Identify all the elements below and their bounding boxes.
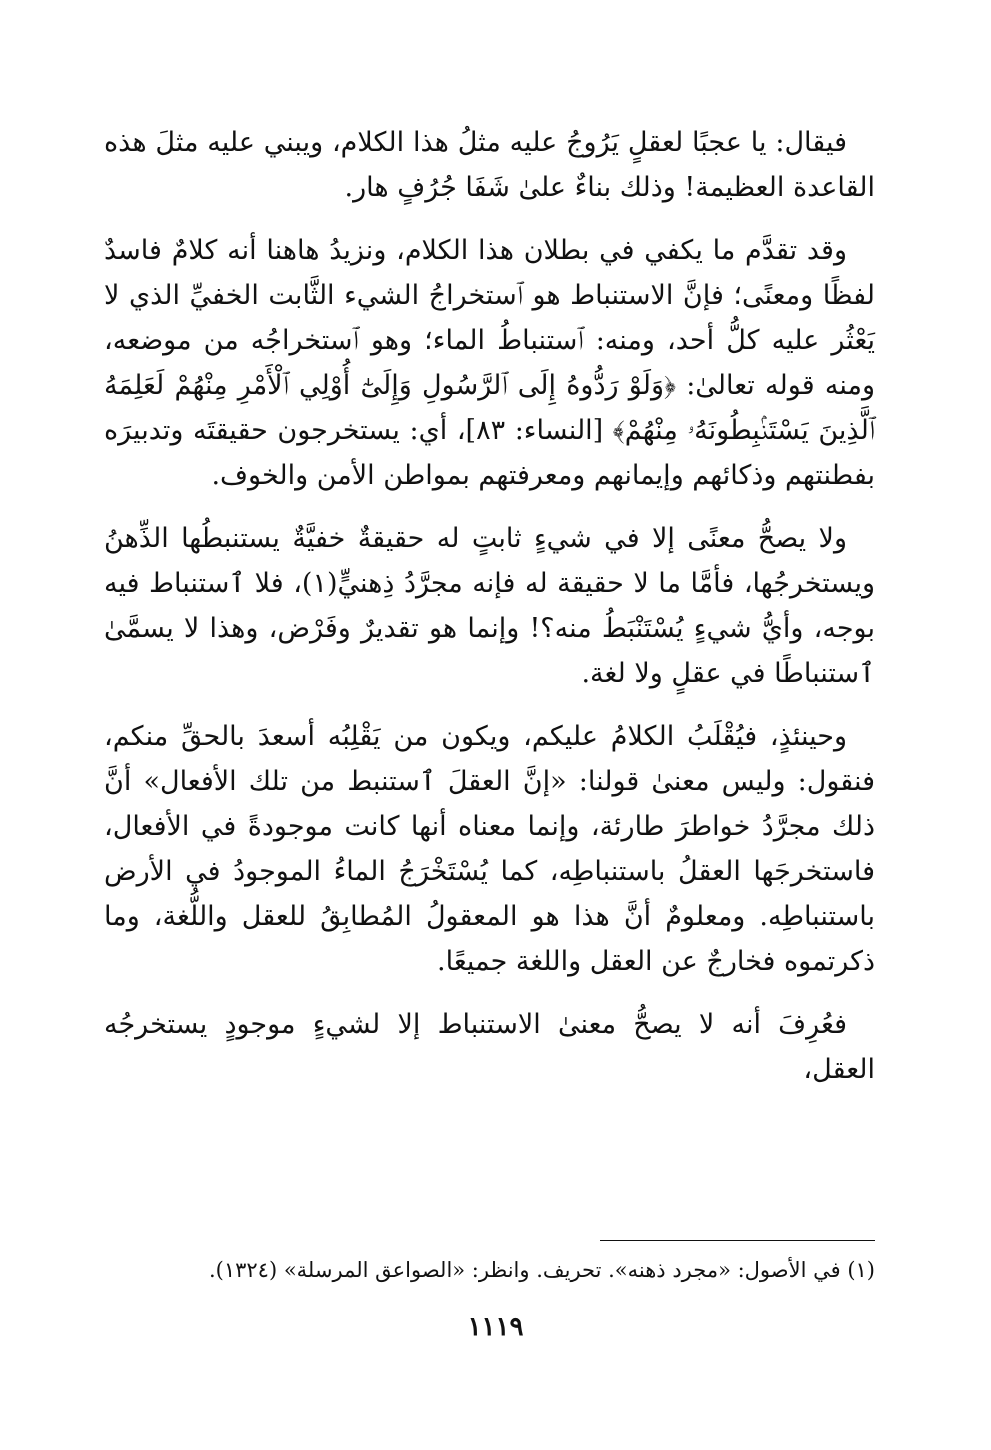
paragraph-5: فعُرِفَ أنه لا يصحُّ معنىٰ الاستنباط إلا لشيءٍ موجودٍ يستخرجُه العقل، bbox=[104, 1009, 875, 1085]
footnote: (١) في الأصول: «مجرد ذهنه». تحريف. وانظر: «الصواعق المرسلة» (١٣٢٤). bbox=[208, 1258, 875, 1282]
paragraph-2: وقد تقدَّم ما يكفي في بطلان هذا الكلام، ونزيدُ هاهنا أنه كلامٌ فاسدٌ لفظًا ومعنًى؛ فإنَّ الاستنباط هو ٱستخراجُ الشيء الثَّابت الخفيِّ الذي لا يَعْثُر عليه كلُّ أحد، ومنه: ٱستنباطُ الماء؛ وهو ٱستخراجُه من موضعه، ومنه قوله تعالىٰ: ﴿وَلَوْ رَدُّوهُ إِلَى ٱلرَّسُولِ وَإِلَىٰٓ أُوْلِي ٱلْأَمْرِ مِنْهُمْ لَعَلِمَهُ ٱلَّذِينَ يَسْتَنۢبِطُونَهُۥ مِنْهُمْ﴾ [النساء: ٨٣]، أي: يستخرجون حقيقتَه وتدبيرَه بفطنتهم وذكائهم وإيمانهم ومعرفتهم بمواطن الأمن والخوف. bbox=[104, 235, 875, 491]
footnote-divider bbox=[600, 1240, 875, 1241]
page-number: ١١١٩ bbox=[467, 1312, 524, 1342]
paragraph-4: وحينئذٍ، فيُقْلَبُ الكلامُ عليكم، ويكون من يَقْلِبُه أسعدَ بالحقِّ منكم، فنقول: وليس معنىٰ قولنا: «إنَّ العقلَ ٱستنبط من تلك الأفعال» أنَّ ذلك مجرَّدُ خواطرَ طارئة، وإنما معناه أنها كانت موجودةً في الأفعال، فاستخرجَها العقلُ باستنباطِه، كما يُسْتَخْرَجُ الماءُ الموجودُ في الأرض باستنباطِه. ومعلومٌ أنَّ هذا هو المعقولُ المُطابِقُ للعقل واللُّغة، وما ذكرتموه فخارجٌ عن العقل واللغة جميعًا. bbox=[104, 721, 875, 977]
main-text bbox=[104, 120, 875, 1092]
paragraph-1: فيقال: يا عجبًا لعقلٍ يَرُوجُ عليه مثلُ هذا الكلام، ويبني عليه مثلَ هذه القاعدة العظيمة! وذلك بناءٌ علىٰ شَفَا جُرُفٍ هار. bbox=[104, 127, 875, 203]
paragraph-3: ولا يصحُّ معنًى إلا في شيءٍ ثابتٍ له حقيقةٌ خفيَّةٌ يستنبطُها الذِّهنُ ويستخرجُها، فأمَّا ما لا حقيقة له فإنه مجرَّدُ ذِهنيٍّ(١)، فلا ٱستنباط فيه بوجه، وأيُّ شيءٍ يُسْتَنْبَطُ منه؟! وإنما هو تقديرٌ وفَرْض، وهذا لا يسمَّىٰ ٱستنباطًا في عقلٍ ولا لغة. bbox=[104, 523, 876, 689]
